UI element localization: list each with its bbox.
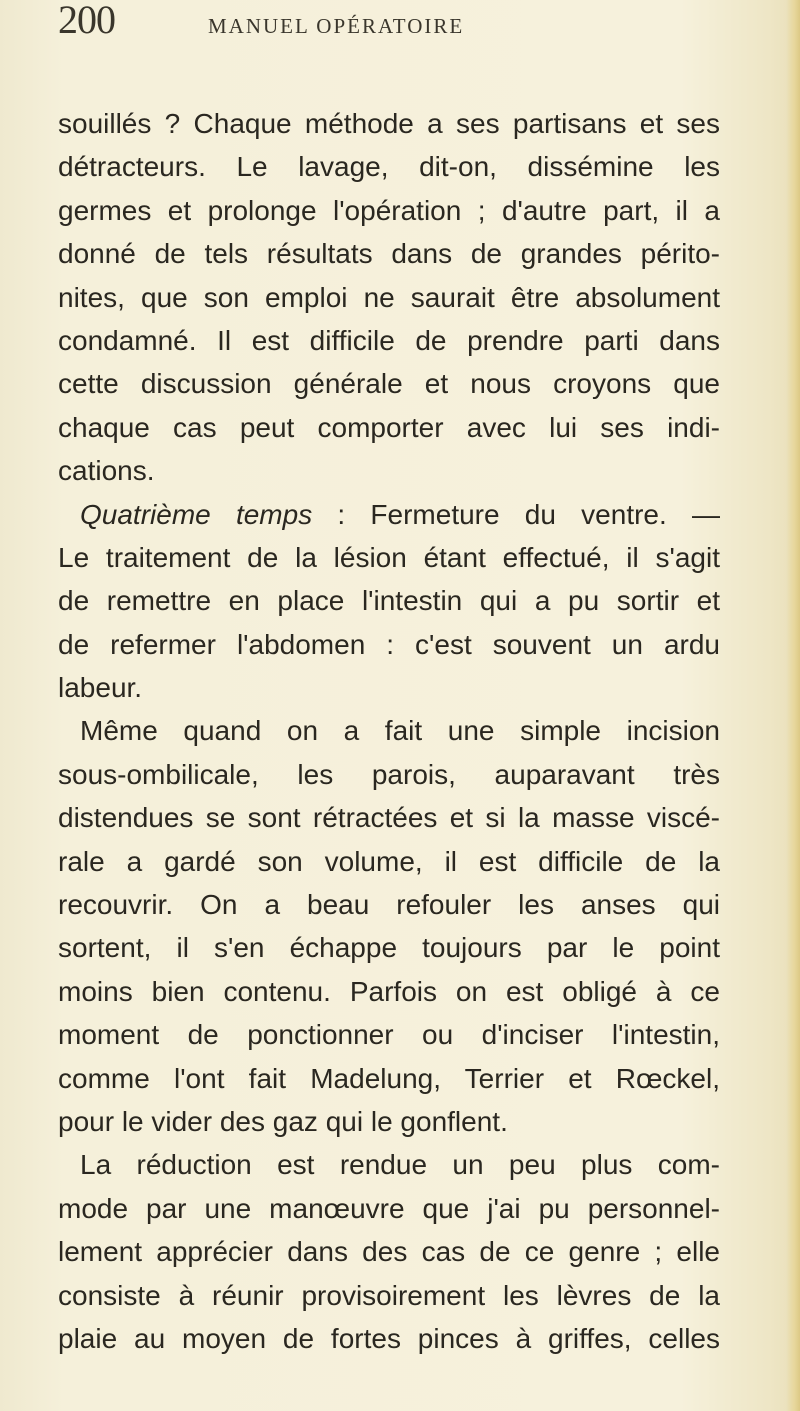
text-line: Le traitement de la lésion étant effectué, il s'agit xyxy=(58,541,720,573)
text-line: rale a gardé son volume, il est difficile de la xyxy=(58,845,720,877)
text-line: nites, que son emploi ne saurait être absolument xyxy=(58,281,720,313)
text-line: pour le vider des gaz qui le gonflent. xyxy=(58,1105,508,1137)
text-line: La réduction est rendue un peu plus com- xyxy=(80,1149,720,1181)
page-header xyxy=(58,0,778,90)
text-line: recouvrir. On a beau refouler les anses qui xyxy=(58,889,720,921)
body-text xyxy=(58,102,720,1360)
text-line: détracteurs. Le lavage, dit-on, dissémine les xyxy=(58,151,720,183)
section-heading-line xyxy=(58,493,720,536)
page-number: 200 xyxy=(58,0,115,42)
page-edge-shading xyxy=(786,0,800,1411)
text-line: consiste à réunir provisoirement les lèvres de la xyxy=(58,1279,720,1311)
text-line: de remettre en place l'intestin qui a pu sortir et xyxy=(58,585,720,617)
text-line: chaque cas peut comporter avec lui ses indi- xyxy=(58,411,720,443)
section-heading: Quatrième temps xyxy=(80,498,313,530)
running-head: MANUEL OPÉRATOIRE xyxy=(208,14,465,38)
text-line: donné de tels résultats dans de grandes périto- xyxy=(58,238,720,270)
text-line: cette discussion générale et nous croyons que xyxy=(58,368,720,400)
text-line: cations. xyxy=(58,455,155,487)
text-line: lement apprécier dans des cas de ce genre ; elle xyxy=(58,1236,720,1268)
section-heading-rest: : Fermeture du ventre. — xyxy=(312,498,720,530)
text-line: labeur. xyxy=(58,672,143,704)
text-line: sous-ombilicale, les parois, auparavant très xyxy=(58,758,720,790)
text-line: distendues se sont rétractées et si la masse viscé- xyxy=(58,802,720,834)
text-line: condamné. Il est difficile de prendre parti dans xyxy=(58,324,720,356)
text-line: moins bien contenu. Parfois on est obligé à ce xyxy=(58,975,720,1007)
text-line: germes et prolonge l'opération ; d'autre part, il a xyxy=(58,194,720,226)
text-line: souillés ? Chaque méthode a ses partisans et ses xyxy=(58,108,720,139)
text-line: comme l'ont fait Madelung, Terrier et Rœckel, xyxy=(58,1062,720,1094)
text-line: mode par une manœuvre que j'ai pu personnel- xyxy=(58,1192,720,1224)
text-line: sortent, il s'en échappe toujours par le point xyxy=(58,932,720,964)
text-line: moment de ponctionner ou d'inciser l'intestin, xyxy=(58,1019,720,1051)
text-line: de refermer l'abdomen : c'est souvent un ardu xyxy=(58,628,720,660)
text-line: plaie au moyen de fortes pinces à griffes, celles xyxy=(58,1322,720,1354)
text-line: Même quand on a fait une simple incision xyxy=(80,715,720,747)
